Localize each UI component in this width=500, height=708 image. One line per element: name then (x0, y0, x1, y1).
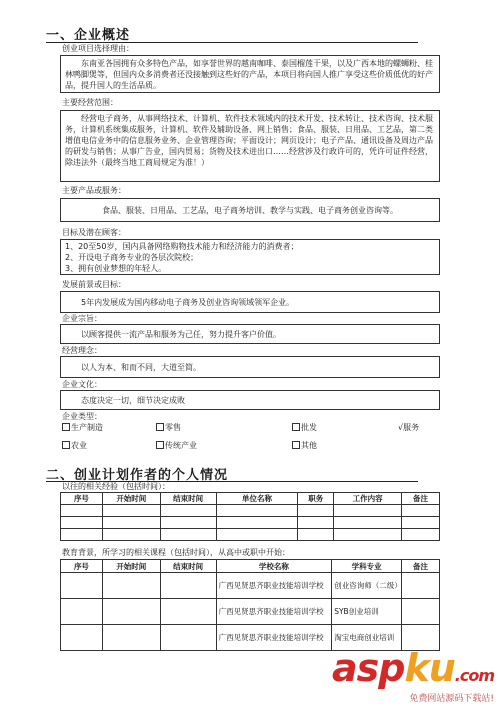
column-header: 工作内容 (334, 493, 402, 505)
column-header: 开始时间 (102, 560, 160, 573)
checkbox[interactable] (292, 441, 300, 449)
column-header: 学科专业 (332, 560, 402, 573)
column-header: 结束时间 (160, 493, 216, 505)
mission-box: 以顾客提供一流产品和服务为己任，努力提升客户价值。 (60, 324, 440, 344)
major-cell: 淘宝电商创业培训 (332, 625, 402, 651)
section2-title: 二、创业计划作者的个人情况 (46, 468, 229, 483)
selection-reason-label: 创业项目选择理由： (62, 44, 134, 53)
main-business-box: 经营电子商务，从事网络技术、计算机、软件技术领域内的技术开发、技术转让、技术咨询、技术服务，计算机系统集成服务，计算机、软件及辅助设备、网上销售；食品、服装、日用品、工艺品，第二类增值电信业务中的信息服务业务、企业管理咨询；平面设计；网页设计；电子产品、通讯设备及周边产品的研发与销售；从事广告业，国内贸易；货物及技术进出口……经营涉及行政许可的，凭许可证件经营，除违法外（最终当地工商局规定为准！） (60, 110, 440, 182)
checkbox[interactable] (292, 423, 300, 431)
enterprise-type-option[interactable]: 传统产业 (156, 441, 197, 451)
column-header: 备注 (402, 493, 440, 505)
column-header: 序号 (61, 493, 103, 505)
checkbox[interactable] (62, 423, 70, 431)
target-customer-line: 3、拥有创业梦想的年轻人。 (65, 264, 167, 273)
main-products-label: 主要产品或服务： (62, 186, 126, 195)
table-row (61, 573, 440, 599)
checkbox[interactable] (156, 441, 164, 449)
watermark-subtitle: 免费网站源码下载站! (409, 694, 494, 704)
table-row (61, 599, 440, 625)
table-row (61, 505, 440, 517)
philosophy-label: 经营理念： (62, 346, 102, 355)
main-business-label: 主要经营范围： (62, 98, 118, 107)
column-header: 职务 (298, 493, 334, 505)
target-customer-line: 2、开设电子商务专业的各层次院校； (65, 253, 199, 262)
enterprise-type-option[interactable]: 其他 (292, 441, 317, 451)
section1-underline (46, 42, 418, 43)
column-header: 序号 (61, 560, 103, 573)
experience-label: 以往的相关经验（包括时间）： (62, 482, 170, 491)
column-header: 单位名称 (216, 493, 298, 505)
enterprise-type-label: 企业类型： (62, 412, 102, 421)
selection-reason-box: 东南亚各国拥有众多特色产品，如享誉世界的越南咖啡、泰国榴莲干果，以及广西本地的螺蛳粉、桂林鸭脚煲等，但国内众多消费者还没接触到这些好的产品，本项目将向国人推广享受这些价质低优的好产品，提升国人的生活品质。 (60, 55, 440, 93)
target-customers-label: 目标及潜在顾客： (62, 228, 126, 237)
school-cell: 广西见贤思齐职业技能培训学校 (216, 599, 332, 625)
school-cell: 广西见贤思齐职业技能培训学校 (216, 625, 332, 651)
culture-box: 态度决定一切，细节决定成败 (60, 390, 440, 410)
education-table (60, 559, 440, 651)
check-mark-icon: √ (398, 423, 404, 432)
philosophy-box: 以人为本、和而不同，大道至简。 (60, 356, 440, 378)
target-customer-line: 1、20至50岁，国内具备网络购物技术能力和经济能力的消费者； (65, 242, 299, 251)
mission-label: 企业宗旨： (62, 314, 102, 323)
target-customers-box (60, 239, 440, 275)
table-row (61, 517, 440, 529)
prospects-box: 5年内发展成为国内移动电子商务及创业咨询领域领军企业。 (60, 291, 440, 313)
enterprise-type-option[interactable]: 批发 (292, 423, 317, 433)
column-header: 结束时间 (160, 560, 216, 573)
school-cell: 广西见贤思齐职业技能培训学校 (216, 573, 332, 599)
column-header: 备注 (402, 560, 440, 573)
major-cell: 创业咨询师（二级） (332, 573, 402, 599)
enterprise-type-option[interactable]: 生产制造 (62, 423, 103, 433)
checkbox[interactable] (62, 441, 70, 449)
culture-label: 企业文化： (62, 380, 102, 389)
enterprise-type-option[interactable]: 零售 (156, 423, 181, 433)
watermark-logo: aspku.com (331, 646, 494, 690)
experience-table (60, 492, 440, 541)
section1-title: 一、企业概述 (46, 28, 131, 43)
major-cell: SYB创业培训 (332, 599, 402, 625)
education-label: 教育背景，所学习的相关课程（包括时间），从高中或职中开始： (62, 548, 290, 557)
enterprise-type-option-checked[interactable]: √服务 (398, 423, 420, 432)
table-row (61, 529, 440, 541)
column-header: 开始时间 (102, 493, 160, 505)
enterprise-type-option[interactable]: 农业 (62, 441, 87, 451)
prospects-label: 发展前景或目标： (62, 280, 126, 289)
main-products-box: 食品、服装、日用品、工艺品，电子商务培训、教学与实践、电子商务创业咨询等。 (60, 198, 440, 222)
checkbox[interactable] (156, 423, 164, 431)
column-header: 学校名称 (216, 560, 332, 573)
